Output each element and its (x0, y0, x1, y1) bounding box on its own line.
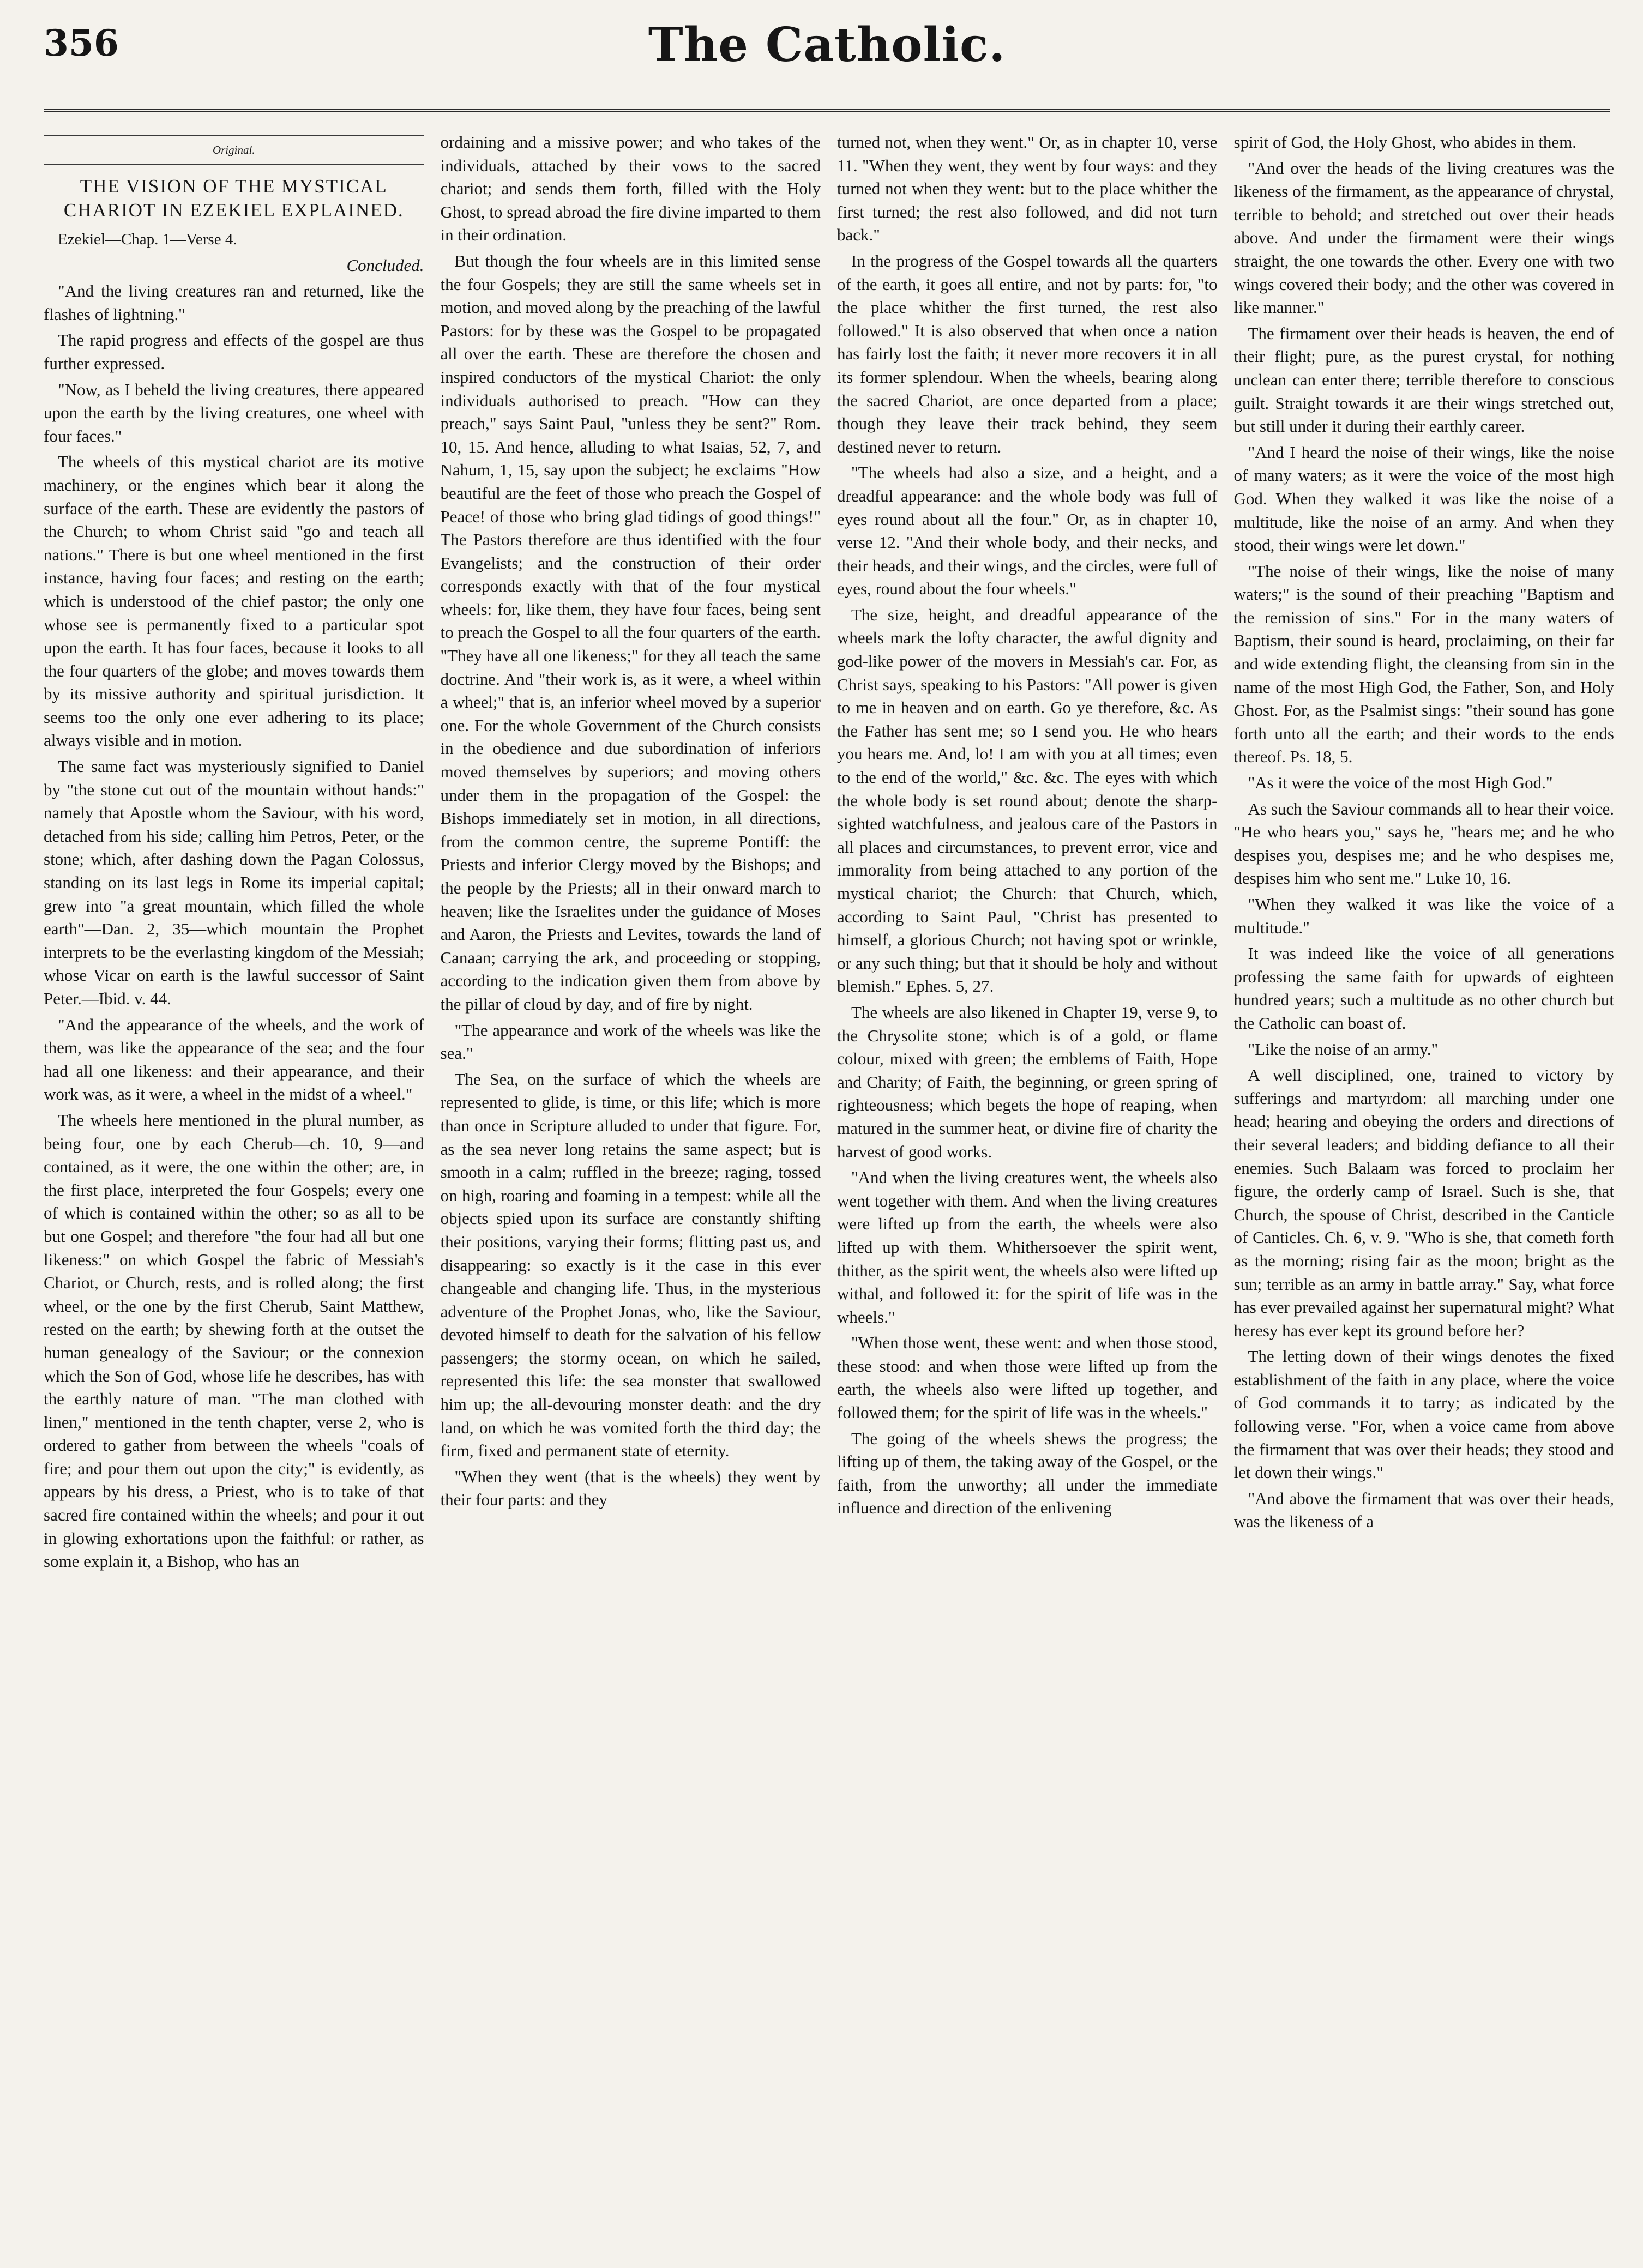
divider (44, 135, 424, 136)
paragraph: "When they went (that is the wheels) they went by their four parts: and they (440, 1467, 821, 1510)
paragraph: "As it were the voice of the most High God." (1248, 773, 1553, 793)
paragraph: The Sea, on the surface of which the wheels are represented to glide, is time, or this life; which is more than once in Scripture alluded to under that figure. For, as the sea never long retains the same aspect; but is smooth in a calm; ruffled in the breeze; raging, tossed on high, roaring and foaming in a tempest: while all the objects spied upon its surface are constantly shifting their positions, varying their forms; flitting past us, and disappearing: so exactly is it the case in this ever changeable and changing life. Thus, in the mysterious adventure of the Prophet Jonas, who, like the Saviour, devoted himself to death for the salvation of his fellow passengers; the stormy ocean, on which he sailed, represented this life: the sea monster that swallowed him up; the all-devouring monster death: and the dry land, on which he was vomited forth the third day; the firm, fixed and permanent state of eternity. (440, 1069, 821, 1461)
article-columns (44, 131, 1614, 2235)
paragraph: It was indeed like the voice of all generations professing the same faith for upwards of eighteen hundred years; such a multitude as no other church but the Catholic can boast of. (1233, 944, 1614, 1033)
paragraph: The rapid progress and effects of the gospel are thus further expressed. (44, 330, 424, 373)
paragraph: The wheels of this mystical chariot are its motive machinery, or the engines which bear it along the surface of the earth. These are evidently the pastors of the Church; to whom Christ said "go and teach all nations." There is but one wheel mentioned in the first instance, having four faces; and resting on the earth; which is understood of the chief pastor; the only one whose see is permanently fixed to a particular spot upon the earth. It has four faces, because it looks to all the four quarters of the globe; and moves towards them by its missive authority and spiritual jurisdiction. It seems too the only one ever adhering to its place; always visible and in motion. (44, 452, 424, 750)
original-label: Original. (212, 143, 255, 156)
paragraph: "And the living creatures ran and returned, like the flashes of lightning." (44, 281, 424, 324)
paragraph: "Like the noise of an army." (1248, 1039, 1439, 1059)
paragraph: ordaining and a missive power; and who takes of the individuals, attached by their vows to the sacred chariot; and sends them forth, filled with the Holy Ghost, to spread abroad the fire divine imparted to them in their ordination. (440, 132, 821, 245)
paragraph: As such the Saviour commands all to hear their voice. "He who hears you," says he, "hears me; and he who despises you, despises me; and he who despises me, despises him who sent me." Luke 10, 16. (1233, 799, 1614, 888)
paragraph: "And over the heads of the living creatures was the likeness of the firmament, as the appearance of chrystal, terrible to behold; and stretched out over their heads above. And under the firmament were their wings straight, the one towards the other. Every one with two wings covered their body; and the other was covered in like manner." (1233, 158, 1614, 317)
paragraph: turned not, when they went." Or, as in chapter 10, verse 11. "When they went, they went by four ways: and they turned not when they went: but to the place whither the first turned; the rest also followed, and did not turn back." (837, 132, 1218, 245)
paragraph: spirit of God, the Holy Ghost, who abides in them. (1233, 132, 1577, 152)
paragraph: A well disciplined, one, trained to victory by sufferings and martyrdom: all marching under one head; hearing and obeying the orders and directions of their several leaders; and bidding defiance to all their enemies. Such Balaam was forced to proclaim her figure, the orderly camp of Israel. Such is she, that Church, the spouse of Christ, described in the Canticle of Canticles. Ch. 6, v. 9. "Who is she, that cometh forth as the morning; rising fair as the moon; bright as the sun; terrible as an army in battle array." Say, what force has ever prevailed against her supernatural might? What heresy has ever kept its ground before her? (1233, 1065, 1614, 1340)
paragraph: The wheels are also likened in Chapter 19, verse 9, to the Chrysolite stone; which is of a gold, or flame colour, mixed with green; the emblems of Faith, Hope and Charity; of Faith, the beginning, or green spring of righteousness; which begets the hope of reaping, when matured in the summer heat, or divine fire of charity the harvest of good works. (837, 1002, 1218, 1161)
paragraph: "The wheels had also a size, and a height, and a dreadful appearance: and the whole body was full of eyes round about all the four." Or, as in chapter 10, verse 12. "And their whole body, and their necks, and their heads, and their wings, and the circles, were full of eyes, round about the four wheels." (837, 463, 1218, 599)
paragraph: "Now, as I beheld the living creatures, there appeared upon the earth by the living creatures, one wheel with four faces." (44, 379, 424, 445)
paragraph: The letting down of their wings denotes the fixed establishment of the faith in any place, where the voice of God commands it to tarry; as indicated by the following verse. "For, when a voice came from above the firmament that was over their heads; they stood and let down their wings." (1233, 1347, 1614, 1482)
column-4 (1234, 131, 1615, 2235)
paragraph: "And the appearance of the wheels, and the work of them, was like the appearance of the sea; and the four had all one likeness: and their appearance, and their work was, as it were, a wheel in the midst of a wheel." (44, 1015, 424, 1104)
paragraph: The going of the wheels shews the progress; the lifting up of them, the taking away of the Gospel, or the faith, from the unworthy; all under the immediate influence and direction of the enlivening (837, 1428, 1218, 1518)
paragraph: But though the four wheels are in this limited sense the four Gospels; they are still the same wheels set in motion, and moved along by the preaching of the lawful Pastors: for by these was the Gospel to be propagated all over the earth. These are therefore the chosen and inspired conductors of the mystical Chariot: the only individuals authorised to preach. "How can they preach," says Saint Paul, "unless they be sent?" Rom. 10, 15. And hence, alluding to what Isaias, 52, 7, and Nahum, 1, 15, say upon the subject; he exclaims "How beautiful are the feet of those who preach the Gospel of Peace! of those who bring glad tidings of good things!" The Pastors therefore are thus identified with the four Evangelists; and the construction of their order corresponds exactly with that of the four mystical wheels: for, like them, they have four faces, being sent to preach the Gospel to all the four quarters of the earth. "They have all one likeness;" for they all teach the same doctrine. And "their work is, as it were, a wheel within a wheel;" that is, an inferior wheel moved by a superior one. For the whole Government of the Church consists in the obedience and due subordination of inferiors moved themselves by superiors; and moving others under them in the propagation of the Gospel: the Bishops immediately set in motion, in all directions, from the common centre, the supreme Pontiff: the Priests and inferior Clergy moved by the Bishops; and the people by the Priests; all in their onward march to heaven; like the Israelites under the guidance of Moses and Aaron, the Priests and Levites, towards the land of Canaan; carrying the ark, and proceeding or stopping, according to the indication given them from above by the pillar of cloud by day, and of fire by night. (440, 251, 821, 1014)
paragraph: "The noise of their wings, like the noise of many waters;" is the sound of their preaching "Baptism and the remission of sins." For in the many waters of Baptism, their sound is heard, proclaiming, on their far and wide extending flight, the cleansing from sin in the name of the most High God, the Father, Son, and Holy Ghost. For, as the Psalmist sings: "their sound has gone forth unto all the earth; and their words to the ends thereof. Ps. 18, 5. (1233, 561, 1614, 767)
column-1 (44, 131, 424, 2235)
divider (44, 164, 424, 165)
concluded-label: Concluded. (346, 255, 424, 275)
article-title: THE VISION OF THE MYSTICAL CHARIOT IN EZEKIEL EXPLAINED. (63, 176, 404, 221)
column-3 (837, 131, 1218, 2235)
paragraph: "And I heard the noise of their wings, like the noise of many waters; as it were the voice of the most high God. When they walked it was like the noise of a multitude, like the noise of an army. And when they stood, their wings were let down." (1233, 442, 1614, 555)
column-2 (441, 131, 821, 2235)
paragraph: The wheels here mentioned in the plural number, as being four, one by each Cherub—ch. 10, 9—and contained, as it were, the one within the other; are, in the first place, interpreted the four Gospels; every one of which is contained within the other; so as all to be but one Gospel; and therefore "the four had all but one likeness:" on which Gospel the fabric of Messiah's Chariot, or Church, rests, and is rolled along; the first wheel, or the one by the first Cherub, Saint Matthew, rested on the earth; by shewing forth at the outset the human genealogy of the Saviour; or the connexion which the Son of God, whose life he describes, has with the earthly nature of man. "The man clothed with linen," mentioned in the tenth chapter, verse 2, who is ordered to gather from between the wheels "coals of fire; and pour them out upon the city;" is evidently, as appears by his dress, a Priest, who is to take of that sacred fire contained within the wheels; and pour it out in glowing exhortations upon the faithful: or rather, as some explain it, a Bishop, who has an (44, 1110, 424, 1571)
paragraph: The size, height, and dreadful appearance of the wheels mark the lofty character, the awful dignity and god-like power of the movers in Messiah's car. For, as Christ says, speaking to his Pastors: "All power is given to me in heaven and on earth. Go ye therefore, &c. As the Father has sent me; so I send you. He who hears you hears me. And, lo! I am with you at all times; even to the end of the world," &c. &c. The eyes with which the whole body is set round about; denote the sharp-sighted watchfulness, and jealous care of the Pastors in all places and circumstances, to prevent error, vice and immorality from being attached to any portion of the mystical chariot; the Church: that Church, which, according to Saint Paul, "Christ has presented to himself, a glorious Church; not having spot or wrinkle, or any such thing; but that it should be holy and without blemish." Ephes. 5, 27. (837, 605, 1218, 996)
page-number: 356 (44, 22, 119, 64)
paragraph: "The appearance and work of the wheels was like the sea." (440, 1020, 821, 1063)
paragraph: The firmament over their heads is heaven, the end of their flight; pure, as the purest crystal, for nothing unclean can enter there; terrible therefore to conscious guilt. Straight towards it are their wings stretched out, but still under it during their earthly career. (1233, 323, 1614, 436)
header-rule (44, 109, 1610, 112)
paragraph: "And above the firmament that was over their heads, was the likeness of a (1233, 1488, 1614, 1531)
source-reference: Ezekiel—Chap. 1—Verse 4. (58, 231, 237, 248)
page-header (44, 17, 1610, 98)
journal-title: The Catholic. (648, 17, 1006, 73)
paragraph: "And when the living creatures went, the wheels also went together with them. And when the living creatures were lifted up from the earth, the wheels were also lifted up with them. Whithersoever the spirit went, thither, as the spirit went, the wheels also were lifted up withal, and followed it: for the spirit of life was in the wheels." (837, 1168, 1218, 1326)
paragraph: In the progress of the Gospel towards all the quarters of the earth, it goes all entire, and not by parts: for, "to the place whither the first turned, the rest also followed." It is also observed that when once a nation has fairly lost the faith; it never more recovers it in all its former splendour. When the wheels, bearing along the sacred Chariot, are once departed from a place; though they leave their track behind, they seem destined never to return. (837, 251, 1218, 456)
paragraph: "When those went, these went: and when those stood, these stood: and when those were lifted up from the earth, the wheels also were lifted up together, and followed them; for the spirit of life was in the wheels." (837, 1333, 1218, 1422)
paragraph: The same fact was mysteriously signified to Daniel by "the stone cut out of the mountain without hands:" namely that Apostle whom the Saviour, with his word, detached from his side; calling him Petros, Peter, or the stone; which, after dashing down the Pagan Colossus, standing on its last legs in Rome its imperial capital; grew into "a great mountain, which filled the whole earth"—Dan. 2, 35—which mountain the Prophet interprets to be the everlasting kingdom of the Messiah; whose Vicar on earth is the lawful successor of Saint Peter.—Ibid. v. 44. (44, 757, 424, 1008)
paragraph: "When they walked it was like the voice of a multitude." (1233, 895, 1614, 937)
